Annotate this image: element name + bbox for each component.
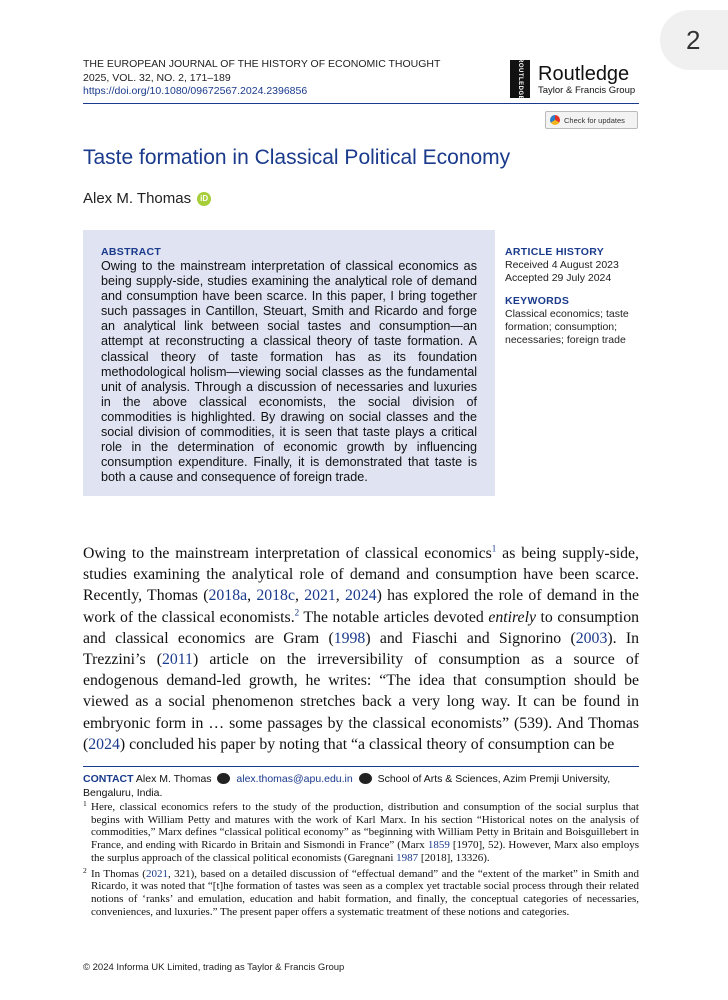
article-sidebar bbox=[505, 246, 645, 357]
article-history bbox=[505, 246, 645, 285]
footnotes bbox=[83, 801, 639, 921]
citation-link[interactable]: 2024 bbox=[88, 735, 120, 753]
contact-info bbox=[83, 772, 639, 800]
check-updates-label: Check for updates bbox=[564, 115, 625, 125]
citation-link[interactable]: 2024 bbox=[345, 587, 377, 605]
author-name[interactable]: Alex M. Thomas bbox=[83, 190, 192, 207]
citation-link[interactable]: 2003 bbox=[575, 629, 608, 647]
journal-volume: 2025, VOL. 32, NO. 2, 171–189 bbox=[83, 71, 231, 84]
footnote-2: 2 In Thomas (2021, 321), based on a detailed discussion of “effectual demand” and the “extent of the market” in Smith and Ricardo, it was noted that “[t]he formation of tastes was seen as a complex yet tractable social process through their related notions of ‘ranks’ and emulation, education and habit formation, and finally, the conceptual categories of necessaries, conveniences, and luxuries.” The present paper offers a systematic treatment of these notions and categories. bbox=[83, 865, 639, 918]
contact-name: Alex M. Thomas bbox=[135, 773, 212, 785]
footnote-number: 2 bbox=[83, 865, 87, 875]
routledge-logo[interactable] bbox=[510, 57, 636, 101]
citation-link[interactable]: 2021 bbox=[145, 867, 168, 880]
publisher-name: Routledge bbox=[538, 62, 630, 85]
copyright-notice: © 2024 Informa UK Limited, trading as Taylor & Francis Group bbox=[83, 962, 345, 973]
abstract-heading: ABSTRACT bbox=[101, 246, 162, 258]
received-date: Received 4 August 2023 bbox=[505, 259, 619, 271]
check-for-updates-button[interactable] bbox=[545, 111, 638, 129]
header-divider bbox=[83, 103, 639, 104]
journal-header bbox=[83, 58, 440, 99]
footnote-1: 1 Here, classical economics refers to the study of the production, distribution and consumption of the social surplus that begins with William Petty and matures with the work of Karl Marx. In his section “Historical notes on the analysis of commodities,” Marx defines “classical political economy” as “beginning with William Petty in Britain and Boisguillebert in France, and ending with Ricardo in Britain and Sismondi in France” (Marx 1859 [1970], 52). However, Marx also employs the surplus approach of the classical political economists (Garegnani 1987 [2018], 13326). bbox=[83, 799, 640, 864]
contact-label: CONTACT bbox=[83, 773, 134, 785]
doi-link[interactable]: https://doi.org/10.1080/09672567.2024.2396856 bbox=[83, 85, 308, 97]
citation-link[interactable]: 2018c bbox=[256, 587, 295, 605]
accepted-date: Accepted 29 July 2024 bbox=[505, 272, 612, 284]
author-line bbox=[83, 190, 211, 207]
page-number-badge: 2 bbox=[660, 10, 728, 70]
contact-address: School of Arts & Sciences, Azim Premji University, Bengaluru, India. bbox=[83, 773, 611, 799]
citation-link[interactable]: 1998 bbox=[333, 629, 366, 647]
citation-link[interactable]: 2011 bbox=[161, 651, 193, 669]
footnote-ref-1[interactable]: 1 bbox=[491, 543, 497, 554]
citation-link[interactable]: 1987 bbox=[396, 851, 419, 864]
keywords-text: Classical economics; taste formation; consumption; necessaries; foreign trade bbox=[505, 308, 629, 346]
article-title: Taste formation in Classical Political Economy bbox=[83, 146, 511, 169]
body-paragraph: Owing to the mainstream interpretation of classical economics$^1$ as being supply-side, studies examining the analytical role of demand and consumption have been scarce. Recently, Thomas (2018a, 2018c, 2021, 2024) has explored the role of demand in the work of the classical economists.$^2$ The notable articles devoted entirely to consumption and classical economics are Gram (1998) and Fiaschi and Signorino (2003). In Trezzini’s (2011) article on the irreversibility of consumption as a source of endogenous demand-led growth, he writes: “The idea that consumption should be viewed as a social phenomenon stretches back a very long way. It can be found in embryonic form in … some passages by the classical economists” (539). And Thomas (2024) concluded his paper by noting that “a classical theory of consumption can be bbox=[83, 543, 640, 753]
footnote-divider bbox=[83, 766, 639, 767]
keywords bbox=[505, 295, 645, 347]
crossmark-icon bbox=[550, 115, 560, 125]
abstract-text: Owing to the mainstream interpretation of classical economics as being supply-side, studies examining the analytical role of demand and consumption have been scarce. In this paper, I bring together such passages in Cantillon, Steuart, Smith and Ricardo and forge an analytical link between social tastes and consumption—an attempt at reconstructing a classical theory of taste formation. A classical theory of taste formation has as its foundation methodological holism—viewing social classes as the fundamental unit of analysis. Through a discussion of necessaries and luxuries in the above classical economists, the social division of commodities is highlighted. By drawing on social classes and the social division of commodities, it is seen that taste plays a critical role in the determination of economic growth by influencing consumption expenditure. Finally, it is demonstrated that taste is both a cause and consequence of foreign trade. bbox=[101, 259, 477, 485]
article-history-heading: ARTICLE HISTORY bbox=[505, 246, 605, 258]
orcid-icon[interactable]: iD bbox=[197, 192, 211, 206]
journal-name: THE EUROPEAN JOURNAL OF THE HISTORY OF ECONOMIC THOUGHT bbox=[83, 58, 441, 70]
publisher-group: Taylor & Francis Group bbox=[538, 84, 636, 96]
contact-email-link[interactable]: alex.thomas@apu.edu.in bbox=[236, 773, 353, 785]
citation-link[interactable]: 2021 bbox=[304, 587, 336, 605]
address-icon bbox=[359, 773, 372, 784]
footnote-ref-2[interactable]: 2 bbox=[294, 607, 300, 618]
keywords-heading: KEYWORDS bbox=[505, 295, 570, 307]
email-icon bbox=[217, 773, 230, 784]
footnote-number: 1 bbox=[83, 799, 87, 808]
citation-link[interactable]: 1859 bbox=[427, 839, 450, 852]
abstract-box bbox=[83, 230, 495, 496]
citation-link[interactable]: 2018a bbox=[208, 587, 248, 605]
routledge-mark-icon: ROUTLEDGE bbox=[510, 60, 530, 98]
